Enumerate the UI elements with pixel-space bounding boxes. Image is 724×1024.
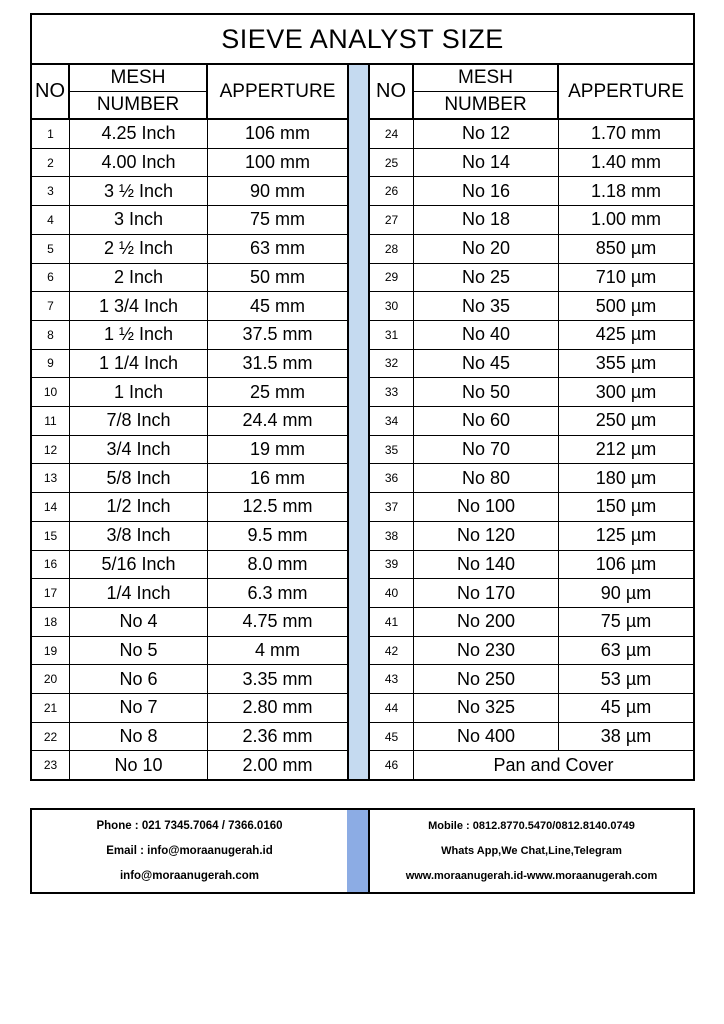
mesh-number-cell: No 60	[414, 407, 559, 435]
apperture-cell: 31.5 mm	[242, 352, 313, 373]
mesh-number-cell: 3 Inch	[70, 206, 208, 234]
row-number-cell: 36	[370, 464, 414, 492]
row-number-cell: 8	[32, 321, 70, 349]
row-number-cell: 35	[370, 436, 414, 464]
mesh-number-cell: No 50	[414, 378, 559, 406]
row-number-cell: 6	[32, 264, 70, 292]
apperture-cell: 90 µm	[600, 582, 652, 603]
table-row	[32, 637, 347, 666]
mesh-number-cell: No 7	[70, 694, 208, 722]
footer-contact-line: Whats App,We Chat,Line,Telegram	[441, 844, 622, 857]
table-row	[32, 522, 347, 551]
table-row	[370, 378, 693, 407]
apperture-cell: 3.35 mm	[242, 668, 313, 689]
page-title: SIEVE ANALYST SIZE	[221, 23, 504, 54]
table-row	[370, 665, 693, 694]
apperture-cell: 63 µm	[600, 640, 652, 660]
apperture-cell: 1.70 mm	[590, 123, 662, 144]
row-number-cell: 17	[32, 579, 70, 607]
apperture-cell: 25 mm	[249, 381, 305, 402]
table-row	[32, 149, 347, 178]
mesh-number-cell: 2 ½ Inch	[70, 235, 208, 263]
table-row	[32, 579, 347, 608]
table-row	[32, 177, 347, 206]
row-number-cell: 14	[32, 493, 70, 521]
left-table-rows	[32, 120, 347, 779]
right-header-no: NO	[370, 65, 414, 118]
footer-right-contacts	[370, 810, 693, 892]
apperture-cell: 53 µm	[600, 668, 652, 689]
apperture-cell: 100 mm	[244, 152, 311, 173]
contact-footer	[30, 808, 695, 894]
row-number-cell: 29	[370, 264, 414, 292]
apperture-cell: 4 mm	[255, 640, 300, 660]
sieve-size-table-sheet	[30, 13, 695, 781]
footer-left-contacts	[32, 810, 347, 892]
apperture-cell: 24.4 mm	[242, 410, 313, 431]
mesh-number-cell: No 40	[414, 321, 559, 349]
mesh-number-cell: 3 ½ Inch	[70, 177, 208, 205]
apperture-cell: 45 µm	[600, 697, 652, 718]
table-row	[32, 264, 347, 293]
row-number-cell: 11	[32, 407, 70, 435]
table-row	[32, 407, 347, 436]
row-number-cell: 27	[370, 206, 414, 234]
mesh-number-cell: No 400	[414, 723, 559, 751]
table-row	[32, 464, 347, 493]
mesh-number-cell: No 5	[70, 637, 208, 665]
table-row	[370, 493, 693, 522]
right-header-apperture: APPERTURE	[568, 80, 684, 102]
row-number-cell: 3	[32, 177, 70, 205]
row-number-cell: 44	[370, 694, 414, 722]
mesh-number-cell: No 230	[414, 637, 559, 665]
mesh-number-cell: 1 3/4 Inch	[70, 292, 208, 320]
row-number-cell: 2	[32, 149, 70, 177]
mesh-number-cell: No 8	[70, 723, 208, 751]
table-row	[32, 493, 347, 522]
row-number-cell: 45	[370, 723, 414, 751]
row-number-cell: 34	[370, 407, 414, 435]
table-row	[370, 751, 693, 779]
mesh-number-cell: 7/8 Inch	[70, 407, 208, 435]
mesh-number-cell: No 25	[414, 264, 559, 292]
row-number-cell: 22	[32, 723, 70, 751]
row-number-cell: 19	[32, 637, 70, 665]
table-row	[32, 292, 347, 321]
row-number-cell: 39	[370, 551, 414, 579]
apperture-cell: 180 µm	[595, 467, 657, 488]
mesh-number-cell: No 140	[414, 551, 559, 579]
row-number-cell: 20	[32, 665, 70, 693]
right-header-mesh-line1: MESH	[414, 65, 557, 92]
row-number-cell: 15	[32, 522, 70, 550]
mesh-number-cell: No 100	[414, 493, 559, 521]
row-number-cell: 41	[370, 608, 414, 636]
mesh-number-cell: No 45	[414, 350, 559, 378]
apperture-cell: 150 µm	[595, 496, 657, 517]
mesh-number-cell: 1 ½ Inch	[70, 321, 208, 349]
footer-contact-line: www.moraanugerah.id-www.moraanugerah.com	[405, 869, 658, 882]
footer-contact-line: info@moraanugerah.com	[119, 869, 259, 882]
mesh-number-cell: 2 Inch	[70, 264, 208, 292]
mesh-number-cell: 1 1/4 Inch	[70, 350, 208, 378]
row-number-cell: 16	[32, 551, 70, 579]
right-header-mesh-line2: NUMBER	[444, 94, 527, 115]
apperture-cell: 1.18 mm	[590, 180, 662, 201]
table-row	[32, 665, 347, 694]
table-row	[370, 292, 693, 321]
row-number-cell: 10	[32, 378, 70, 406]
mesh-number-cell: No 20	[414, 235, 559, 263]
mesh-number-cell: 1/2 Inch	[70, 493, 208, 521]
apperture-cell: 6.3 mm	[247, 582, 308, 603]
mesh-number-cell: 5/8 Inch	[70, 464, 208, 492]
row-number-cell: 37	[370, 493, 414, 521]
row-number-cell: 28	[370, 235, 414, 263]
table-row	[32, 751, 347, 779]
mesh-number-cell: No 16	[414, 177, 559, 205]
mesh-number-cell: 1 Inch	[70, 378, 208, 406]
row-number-cell: 25	[370, 149, 414, 177]
mesh-number-cell: No 200	[414, 608, 559, 636]
apperture-cell: 75 mm	[249, 209, 305, 230]
apperture-cell: 9.5 mm	[247, 525, 308, 546]
apperture-cell: 75 µm	[600, 611, 652, 632]
table-row	[370, 235, 693, 264]
apperture-cell: 63 mm	[249, 238, 305, 259]
row-number-cell: 4	[32, 206, 70, 234]
row-number-cell: 1	[32, 120, 70, 148]
mesh-number-cell: No 18	[414, 206, 559, 234]
row-number-cell: 40	[370, 579, 414, 607]
table-row	[370, 177, 693, 206]
left-table-header-row	[32, 65, 347, 120]
table-row	[370, 551, 693, 580]
footer-contact-line: Email : info@moraanugerah.id	[106, 844, 273, 857]
apperture-cell: 16 mm	[249, 467, 305, 488]
row-number-cell: 26	[370, 177, 414, 205]
table-body	[32, 65, 693, 779]
table-row	[32, 551, 347, 580]
row-number-cell: 5	[32, 235, 70, 263]
table-row	[370, 723, 693, 752]
apperture-cell: 1.40 mm	[590, 152, 662, 173]
table-row	[370, 579, 693, 608]
apperture-cell: 710 µm	[595, 266, 657, 287]
table-row	[32, 206, 347, 235]
table-row	[370, 206, 693, 235]
apperture-cell: 125 µm	[595, 525, 657, 546]
table-divider-column	[347, 65, 370, 779]
apperture-cell: 300 µm	[595, 381, 657, 402]
table-row	[32, 694, 347, 723]
right-header-mesh-number	[414, 65, 559, 118]
left-header-apperture: APPERTURE	[219, 80, 336, 102]
left-header-mesh-number	[70, 65, 208, 118]
row-number-cell: 42	[370, 637, 414, 665]
table-row	[32, 378, 347, 407]
mesh-number-cell: 3/8 Inch	[70, 522, 208, 550]
apperture-cell: 90 mm	[249, 180, 305, 201]
row-number-cell: 24	[370, 120, 414, 148]
mesh-number-cell: No 70	[414, 436, 559, 464]
table-row	[370, 436, 693, 465]
row-number-cell: 23	[32, 751, 70, 779]
row-number-cell: 33	[370, 378, 414, 406]
left-header-mesh-line1: MESH	[70, 65, 206, 92]
footer-divider-column	[347, 810, 370, 892]
apperture-cell: 2.80 mm	[242, 697, 313, 718]
apperture-cell: 1.00 mm	[590, 209, 662, 230]
table-row	[370, 321, 693, 350]
apperture-cell: 106 µm	[595, 553, 657, 574]
apperture-cell: 250 µm	[595, 410, 657, 431]
row-number-cell: 31	[370, 321, 414, 349]
row-number-cell: 46	[370, 751, 414, 779]
table-row	[370, 522, 693, 551]
table-row	[32, 350, 347, 379]
right-table-rows	[370, 120, 693, 779]
table-row	[370, 637, 693, 666]
table-row	[32, 321, 347, 350]
mesh-number-cell: No 120	[414, 522, 559, 550]
apperture-cell: 38 µm	[600, 726, 652, 747]
apperture-cell: 425 µm	[595, 324, 657, 345]
mesh-number-cell: 5/16 Inch	[70, 551, 208, 579]
mesh-number-cell: No 4	[70, 608, 208, 636]
footer-contact-line: Phone : 021 7345.7064 / 7366.0160	[96, 820, 283, 833]
mesh-number-cell: No 35	[414, 292, 559, 320]
row-number-cell: 13	[32, 464, 70, 492]
mesh-number-cell: 4.00 Inch	[70, 149, 208, 177]
apperture-cell: 2.00 mm	[242, 754, 313, 775]
mesh-number-cell: No 170	[414, 579, 559, 607]
row-number-cell: 21	[32, 694, 70, 722]
row-number-cell: 9	[32, 350, 70, 378]
table-row	[370, 350, 693, 379]
row-number-cell: 30	[370, 292, 414, 320]
table-row	[370, 694, 693, 723]
mesh-number-cell: No 10	[70, 751, 208, 779]
table-row	[370, 407, 693, 436]
table-row	[32, 608, 347, 637]
mesh-number-cell: 3/4 Inch	[70, 436, 208, 464]
apperture-cell: 106 mm	[244, 123, 311, 144]
table-row	[32, 723, 347, 752]
left-table	[32, 65, 347, 779]
right-table	[370, 65, 693, 779]
mesh-number-cell: No 325	[414, 694, 559, 722]
apperture-cell: 50 mm	[249, 266, 305, 287]
table-row	[32, 235, 347, 264]
left-header-mesh-line2: NUMBER	[96, 94, 180, 115]
mesh-number-cell: No 6	[70, 665, 208, 693]
mesh-number-cell: 4.25 Inch	[70, 120, 208, 148]
table-row	[370, 149, 693, 178]
row-number-cell: 12	[32, 436, 70, 464]
mesh-number-cell: No 80	[414, 464, 559, 492]
right-table-header-row	[370, 65, 693, 120]
table-row	[370, 264, 693, 293]
table-row	[370, 608, 693, 637]
apperture-cell: 4.75 mm	[242, 611, 313, 632]
row-number-cell: 18	[32, 608, 70, 636]
mesh-number-cell: No 12	[414, 120, 559, 148]
apperture-cell: 37.5 mm	[242, 324, 313, 345]
table-title-row	[32, 15, 693, 65]
mesh-number-cell: No 250	[414, 665, 559, 693]
apperture-cell: 2.36 mm	[242, 726, 313, 747]
table-row	[32, 120, 347, 149]
row-number-cell: 43	[370, 665, 414, 693]
left-header-no: NO	[32, 65, 70, 118]
apperture-cell: 19 mm	[249, 439, 305, 460]
footer-contact-line: Mobile : 0812.8770.5470/0812.8140.0749	[428, 820, 635, 833]
row-number-cell: 32	[370, 350, 414, 378]
apperture-cell: 45 mm	[249, 295, 305, 316]
apperture-cell: 212 µm	[595, 439, 657, 460]
table-row	[370, 464, 693, 493]
row-number-cell: 38	[370, 522, 414, 550]
apperture-cell: 850 µm	[595, 238, 657, 259]
apperture-cell: 355 µm	[595, 352, 657, 373]
apperture-cell: 12.5 mm	[242, 496, 313, 517]
table-row	[370, 120, 693, 149]
mesh-number-cell: No 14	[414, 149, 559, 177]
row-span-cell: Pan and Cover	[493, 754, 614, 775]
apperture-cell: 500 µm	[595, 295, 657, 316]
apperture-cell: 8.0 mm	[247, 553, 308, 574]
mesh-number-cell: 1/4 Inch	[70, 579, 208, 607]
row-number-cell: 7	[32, 292, 70, 320]
table-row	[32, 436, 347, 465]
